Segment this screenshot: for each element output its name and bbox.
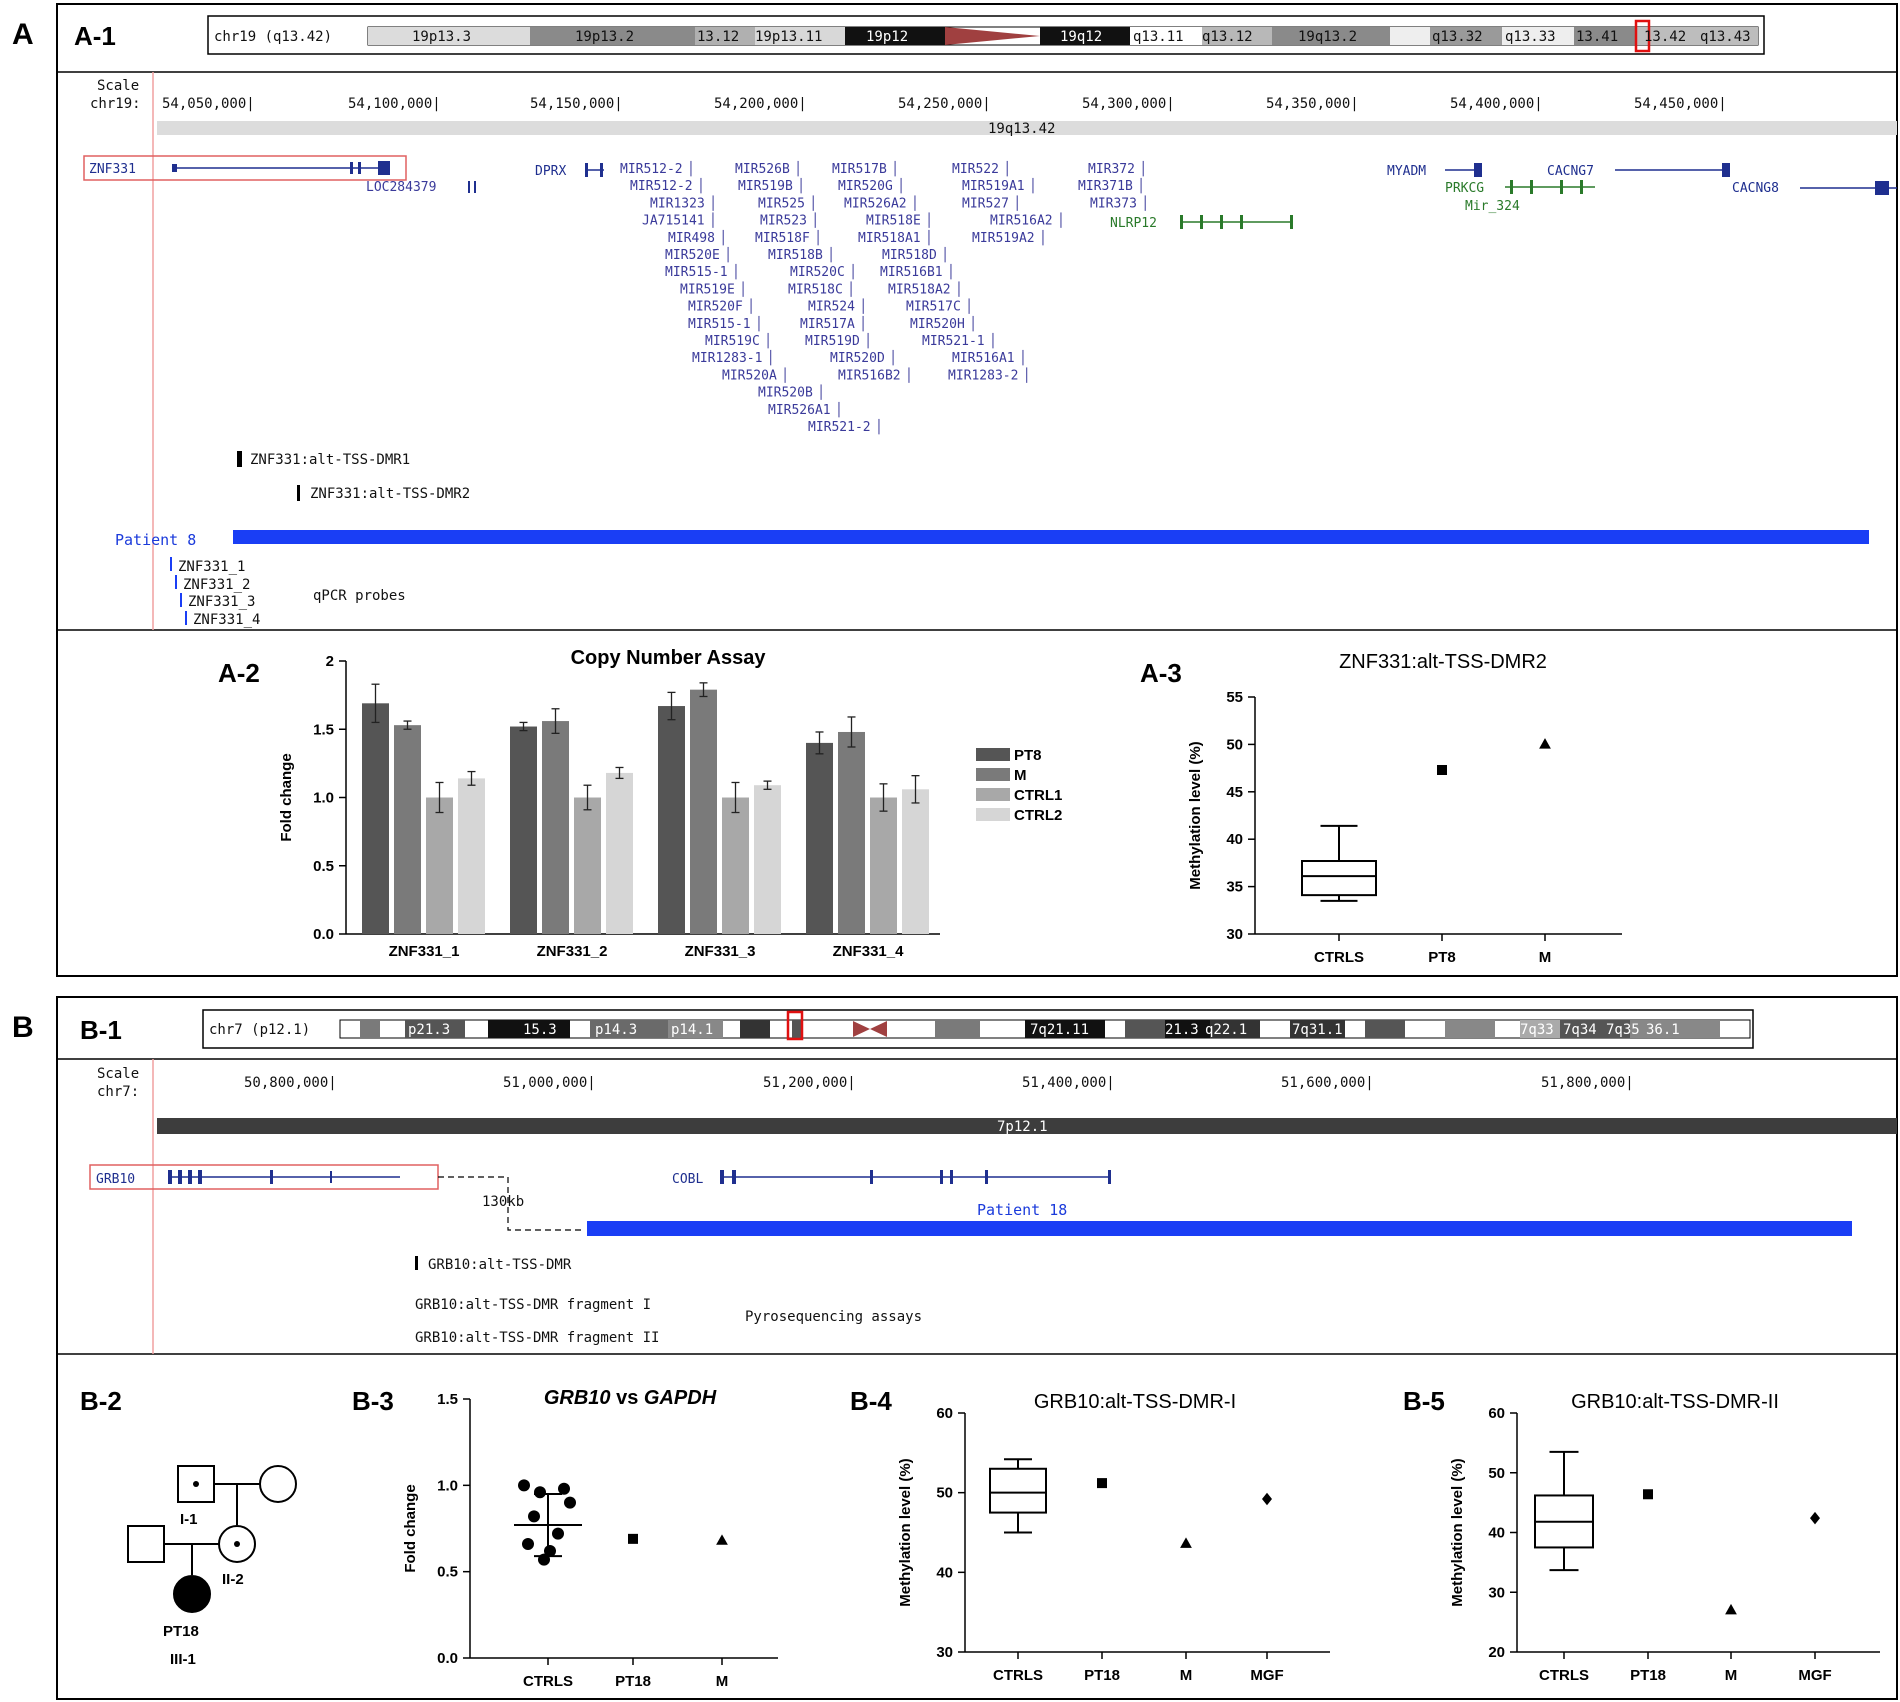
y-tick-label: 1.5 xyxy=(313,721,334,739)
position-label: 54,100,000| xyxy=(348,96,441,112)
mirna-label: MIR371B ▏ xyxy=(1078,179,1149,195)
y-tick-label: 40 xyxy=(1488,1524,1505,1542)
mirna-label: MIR520H ▏ xyxy=(910,316,981,332)
mirna-label: MIR516A1 ▏ xyxy=(952,351,1031,367)
chart-title: GRB10:alt-TSS-DMR-I xyxy=(1033,1391,1237,1413)
panel-b2-label: B-2 xyxy=(80,1386,122,1416)
y-axis-label: Fold change xyxy=(278,753,295,842)
y-tick-label: 55 xyxy=(1226,689,1243,706)
point-ctrls xyxy=(528,1510,540,1522)
dmr1-label: ZNF331:alt-TSS-DMR1 xyxy=(250,452,411,468)
x-tick-label: CTRLS xyxy=(993,1667,1043,1684)
mirna-label: MIR520A ▏ xyxy=(722,368,793,384)
band-label: 7q34 xyxy=(1563,1022,1597,1038)
position-label: 51,200,000| xyxy=(763,1075,856,1091)
x-tick-label: ZNF331_1 xyxy=(388,943,460,960)
x-tick-label: ZNF331_2 xyxy=(536,943,608,960)
mirna-label: MIR512-2 ▏ xyxy=(630,179,709,195)
legend-label: CTRL1 xyxy=(1014,787,1063,804)
band-label: q13.33 xyxy=(1505,29,1556,45)
legend-swatch xyxy=(976,748,1010,761)
legend-swatch xyxy=(976,788,1010,801)
mirna-label: MIR518A1 ▏ xyxy=(858,230,937,246)
y-tick-label: 0.0 xyxy=(313,926,334,943)
position-label: 51,800,000| xyxy=(1541,1075,1634,1091)
band-label: p14.3 xyxy=(595,1022,638,1038)
mirna-cluster xyxy=(620,160,1153,435)
x-tick-label: PT18 xyxy=(615,1673,651,1690)
mirna-label: MIR516B2 ▏ xyxy=(838,368,917,384)
mirna-label: MIR518C ▏ xyxy=(788,282,859,298)
grb10-dmr-label: GRB10:alt-TSS-DMR xyxy=(428,1257,572,1273)
bar-m xyxy=(690,690,717,934)
pedigree-ii2-label: II-2 xyxy=(222,1571,244,1588)
panel-b3-label: B-3 xyxy=(352,1386,394,1416)
band-label: 19q12 xyxy=(1060,29,1103,45)
mirna-label: MIR520G ▏ xyxy=(838,179,909,195)
band-label: 19q13.2 xyxy=(1298,29,1358,45)
chart-title: Copy Number Assay xyxy=(570,647,766,669)
gene-nlrp12: NLRP12 xyxy=(1110,216,1157,231)
copy-number-chart xyxy=(278,647,1062,960)
mirna-label: MIR527 ▏ xyxy=(962,196,1025,212)
mirna-label: MIR520D ▏ xyxy=(830,351,901,367)
y-tick-label: 50 xyxy=(1226,736,1243,754)
scale-label: Scale xyxy=(97,78,140,94)
legend-swatch xyxy=(976,808,1010,821)
distance-label: 130kb xyxy=(482,1194,525,1210)
x-tick-label: M xyxy=(715,1673,729,1690)
pedigree-proband xyxy=(174,1576,210,1612)
mirna-label: MIR516B1 ▏ xyxy=(880,265,959,281)
x-tick-label: M xyxy=(1179,1667,1193,1684)
bar-ctrl1 xyxy=(722,798,749,935)
pedigree xyxy=(128,1466,296,1668)
box xyxy=(990,1469,1046,1513)
probe-label: ZNF331_4 xyxy=(193,612,261,628)
pedigree-i1-label: I-1 xyxy=(180,1511,198,1528)
point-mgf xyxy=(1262,1493,1272,1506)
point-ctrls xyxy=(518,1479,530,1491)
bar-m xyxy=(542,721,569,934)
gene-znf331: ZNF331 xyxy=(89,162,136,177)
ideogram-title: chr19 (q13.42) xyxy=(214,29,333,45)
point-mgf xyxy=(1810,1512,1820,1525)
legend-swatch xyxy=(976,768,1010,781)
point-ctrls xyxy=(552,1528,564,1540)
ideogram-title: chr7 (p12.1) xyxy=(209,1022,311,1038)
point-pt18 xyxy=(1643,1489,1653,1499)
mirna-label: MIR519D ▏ xyxy=(805,334,876,349)
bar-ctrl2 xyxy=(902,789,929,934)
y-axis-label: Methylation level (%) xyxy=(1187,741,1204,890)
y-tick-label: 60 xyxy=(936,1405,953,1422)
position-label: 54,150,000| xyxy=(530,96,623,112)
point-m xyxy=(1725,1604,1737,1614)
legend-label: M xyxy=(1014,767,1027,784)
bar-pt8 xyxy=(806,743,833,934)
y-axis-label: Methylation level (%) xyxy=(1449,1458,1466,1607)
band-label: 36.1 xyxy=(1646,1022,1680,1038)
gene-mir324: Mir_324 xyxy=(1465,199,1520,214)
panel-b1-label: B-1 xyxy=(80,1015,122,1045)
x-tick-label: CTRLS xyxy=(1314,949,1364,966)
panel-b4-label: B-4 xyxy=(850,1386,892,1416)
bar-pt8 xyxy=(362,703,389,934)
mirna-label: MIR523 ▏ xyxy=(760,213,823,229)
mirna-label: MIR522 ▏ xyxy=(952,162,1015,177)
y-tick-label: 30 xyxy=(1488,1584,1505,1602)
gene-dprx: DPRX xyxy=(535,164,567,179)
mirna-label: MIR372 ▏ xyxy=(1088,162,1151,177)
box xyxy=(1302,861,1376,895)
x-tick-label: PT8 xyxy=(1428,949,1456,966)
band-label: p21.3 xyxy=(408,1022,451,1038)
bar-m xyxy=(838,732,865,934)
patient-18-deletion-bar xyxy=(587,1221,1852,1236)
band-label: q13.11 xyxy=(1133,29,1184,45)
gene-grb10: GRB10 xyxy=(96,1172,136,1187)
grb10-dmr-ii-chart xyxy=(1449,1391,1880,1684)
mirna-label: MIR521-1 ▏ xyxy=(922,334,1001,349)
mirna-label: MIR518A2 ▏ xyxy=(888,282,967,298)
mirna-label: MIR517C ▏ xyxy=(906,299,977,315)
position-label: 54,350,000| xyxy=(1266,96,1359,112)
gene-prkcg: PRKCG xyxy=(1445,181,1485,196)
position-label: 54,050,000| xyxy=(162,96,255,112)
mirna-label: MIR519A2 ▏ xyxy=(972,230,1051,246)
mirna-label: MIR1283-1 ▏ xyxy=(692,351,779,367)
mirna-label: MIR519A1 ▏ xyxy=(962,179,1041,195)
qpcr-probes-label: qPCR probes xyxy=(313,588,406,604)
band-label: 7q31.1 xyxy=(1292,1022,1343,1038)
bar-ctrl1 xyxy=(426,798,453,935)
mirna-label: MIR524 ▏ xyxy=(808,299,871,315)
mirna-label: MIR518E ▏ xyxy=(866,213,937,229)
x-tick-label: PT18 xyxy=(1084,1667,1120,1684)
mirna-label: MIR519C ▏ xyxy=(705,334,776,349)
band-label: 19p13.11 xyxy=(755,29,823,45)
mirna-label: MIR517B ▏ xyxy=(832,162,903,177)
chr-label: chr7: xyxy=(97,1084,140,1100)
mirna-label: MIR520C ▏ xyxy=(790,265,861,281)
mirna-label: MIR526A2 ▏ xyxy=(844,196,923,212)
patient-18-label: Patient 18 xyxy=(977,1201,1068,1219)
panel-b5-label: B-5 xyxy=(1403,1386,1445,1416)
band-label: q13.43 xyxy=(1700,29,1751,45)
band-label: 19p13.3 xyxy=(412,29,472,45)
bar-ctrl1 xyxy=(870,798,897,935)
y-tick-label: 35 xyxy=(1226,878,1243,896)
gene-myadm: MYADM xyxy=(1387,164,1427,179)
mirna-label: MIR520B ▏ xyxy=(758,385,829,401)
gene-cobl: COBL xyxy=(672,1172,704,1187)
panel-a-letter: A xyxy=(12,18,34,51)
probe-label: ZNF331_1 xyxy=(178,559,246,575)
scale-label: Scale xyxy=(97,1066,140,1082)
mirna-label: MIR1283-2 ▏ xyxy=(948,368,1035,384)
band-label: q22.1 xyxy=(1205,1022,1248,1038)
mirna-label: MIR520E ▏ xyxy=(665,248,736,263)
mirna-label: MIR521-2 ▏ xyxy=(808,420,887,435)
point-ctrls xyxy=(534,1486,546,1498)
band-label: 15.3 xyxy=(523,1022,557,1038)
mirna-label: MIR526B ▏ xyxy=(735,162,806,177)
patient-8-deletion-bar xyxy=(233,530,1869,544)
chart-title: GRB10 vs GAPDH xyxy=(543,1387,717,1409)
x-tick-label: M xyxy=(1724,1667,1738,1684)
mirna-label: MIR518D ▏ xyxy=(882,248,953,263)
y-tick-label: 50 xyxy=(1488,1464,1505,1482)
bar-pt8 xyxy=(510,727,537,934)
panel-a2-label: A-2 xyxy=(218,658,260,688)
pyrosequencing-label: Pyrosequencing assays xyxy=(745,1309,923,1325)
position-label: 51,400,000| xyxy=(1022,1075,1115,1091)
position-ruler xyxy=(162,96,1727,112)
chr19-ideogram xyxy=(208,16,1764,54)
y-tick-label: 60 xyxy=(1488,1405,1505,1422)
gene-loc284379: LOC284379 xyxy=(366,180,437,195)
band-label: 13.12 xyxy=(697,29,740,45)
pedigree-iii1-label: III-1 xyxy=(170,1651,196,1668)
position-label: 54,250,000| xyxy=(898,96,991,112)
gene-cacng7: CACNG7 xyxy=(1547,164,1594,179)
mirna-label: JA715141 ▏ xyxy=(642,213,721,229)
mirna-label: MIR1323 ▏ xyxy=(650,196,721,212)
point-pt18 xyxy=(1097,1478,1107,1488)
legend-label: CTRL2 xyxy=(1014,807,1063,824)
bar-pt8 xyxy=(658,706,685,934)
gene-cacng8: CACNG8 xyxy=(1732,181,1779,196)
mirna-label: MIR517A ▏ xyxy=(800,316,871,332)
mirna-label: MIR525 ▏ xyxy=(758,196,821,212)
x-tick-label: MGF xyxy=(1250,1667,1284,1684)
grb10-dmr-i-chart xyxy=(897,1391,1330,1684)
probe-label: ZNF331_2 xyxy=(183,577,251,593)
y-tick-label: 2 xyxy=(325,653,334,670)
grb10-expression-chart xyxy=(402,1387,778,1690)
bar-ctrl2 xyxy=(754,785,781,934)
chart-title: GRB10:alt-TSS-DMR-II xyxy=(1571,1391,1779,1413)
x-tick-label: CTRLS xyxy=(523,1673,573,1690)
grb10-frag2-label: GRB10:alt-TSS-DMR fragment II xyxy=(415,1330,660,1346)
mirna-label: MIR373 ▏ xyxy=(1090,196,1153,212)
band-track-label: 19q13.42 xyxy=(988,121,1056,137)
band-label: 7q35 xyxy=(1606,1022,1640,1038)
position-ruler xyxy=(244,1075,1634,1091)
grb10-frag1-label: GRB10:alt-TSS-DMR fragment I xyxy=(415,1297,652,1313)
position-label: 51,000,000| xyxy=(503,1075,596,1091)
chr7-ideogram xyxy=(203,1010,1753,1048)
y-tick-label: 0.5 xyxy=(437,1563,458,1581)
pedigree-i1-spouse xyxy=(260,1466,296,1502)
point-m xyxy=(1539,738,1551,748)
x-tick-label: CTRLS xyxy=(1539,1667,1589,1684)
probe-label: ZNF331_3 xyxy=(188,594,256,610)
position-label: 50,800,000| xyxy=(244,1075,337,1091)
mirna-label: MIR519E ▏ xyxy=(680,282,751,298)
znf331-dmr2-chart xyxy=(1187,651,1622,966)
band-label: 7q21.11 xyxy=(1030,1022,1090,1038)
x-tick-label: ZNF331_3 xyxy=(684,943,756,960)
legend-label: PT8 xyxy=(1014,747,1042,764)
y-tick-label: 45 xyxy=(1226,783,1243,801)
mirna-label: MIR520F ▏ xyxy=(688,299,759,315)
mirna-label: MIR518F ▏ xyxy=(755,230,826,246)
band-label: 13.41 xyxy=(1576,29,1619,45)
mirna-label: MIR526A1 ▏ xyxy=(768,402,847,418)
band-label: 19p13.2 xyxy=(575,29,635,45)
point-m xyxy=(1180,1537,1192,1547)
y-tick-label: 1.0 xyxy=(437,1477,458,1495)
y-tick-label: 40 xyxy=(936,1564,953,1582)
patient-8-label: Patient 8 xyxy=(115,531,197,549)
point-m xyxy=(716,1534,728,1544)
pedigree-ii-male xyxy=(128,1526,164,1562)
y-tick-label: 30 xyxy=(936,1644,953,1661)
chr-label: chr19: xyxy=(90,96,141,112)
x-tick-label: PT18 xyxy=(1630,1667,1666,1684)
panel-b-frame xyxy=(57,997,1897,1699)
mirna-label: MIR516A2 ▏ xyxy=(990,213,1069,229)
panel-a3-label: A-3 xyxy=(1140,658,1182,688)
y-tick-label: 20 xyxy=(1488,1644,1505,1661)
mirna-label: MIR498 ▏ xyxy=(668,230,731,246)
band-label: 13.42 xyxy=(1644,29,1687,45)
point-pt8 xyxy=(1437,765,1447,775)
bar-ctrl2 xyxy=(606,773,633,934)
dmr2-label: ZNF331:alt-TSS-DMR2 xyxy=(310,486,471,502)
bar-ctrl1 xyxy=(574,798,601,935)
panel-a1-label: A-1 xyxy=(74,21,116,51)
y-axis-label: Methylation level (%) xyxy=(897,1458,914,1607)
band-label: 21.3 xyxy=(1165,1022,1199,1038)
position-label: 51,600,000| xyxy=(1281,1075,1374,1091)
chart-title: ZNF331:alt-TSS-DMR2 xyxy=(1339,651,1547,673)
x-tick-label: MGF xyxy=(1798,1667,1832,1684)
y-tick-label: 50 xyxy=(936,1484,953,1502)
bar-m xyxy=(394,725,421,934)
band-track-label: 7p12.1 xyxy=(997,1119,1048,1135)
y-tick-label: 40 xyxy=(1226,831,1243,849)
mirna-label: MIR515-1 ▏ xyxy=(665,265,744,281)
y-tick-label: 30 xyxy=(1226,926,1243,943)
band-label: 19p12 xyxy=(866,29,909,45)
mirna-label: MIR518B ▏ xyxy=(768,248,839,263)
point-pt18 xyxy=(628,1534,638,1544)
mirna-label: MIR512-2 ▏ xyxy=(620,162,699,177)
y-axis-label: Fold change xyxy=(402,1484,419,1573)
y-tick-label: 0.0 xyxy=(437,1650,458,1667)
band-label: p14.1 xyxy=(671,1022,714,1038)
band-label: q13.32 xyxy=(1432,29,1483,45)
mirna-label: MIR515-1 ▏ xyxy=(688,316,767,332)
bar-ctrl2 xyxy=(458,778,485,934)
panel-b-letter: B xyxy=(12,1011,34,1044)
y-tick-label: 0.5 xyxy=(313,857,334,875)
position-label: 54,400,000| xyxy=(1450,96,1543,112)
y-tick-label: 1.0 xyxy=(313,789,334,807)
mirna-label: MIR519B ▏ xyxy=(738,179,809,195)
pedigree-pt18-label: PT18 xyxy=(163,1623,199,1640)
x-tick-label: M xyxy=(1538,949,1552,966)
position-label: 54,450,000| xyxy=(1634,96,1727,112)
position-label: 54,300,000| xyxy=(1082,96,1175,112)
point-ctrls xyxy=(522,1538,534,1550)
y-tick-label: 1.5 xyxy=(437,1391,458,1408)
band-label: q13.12 xyxy=(1202,29,1253,45)
band-label: 7q33 xyxy=(1520,1022,1554,1038)
position-label: 54,200,000| xyxy=(714,96,807,112)
point-ctrls xyxy=(564,1497,576,1509)
x-tick-label: ZNF331_4 xyxy=(832,943,904,960)
